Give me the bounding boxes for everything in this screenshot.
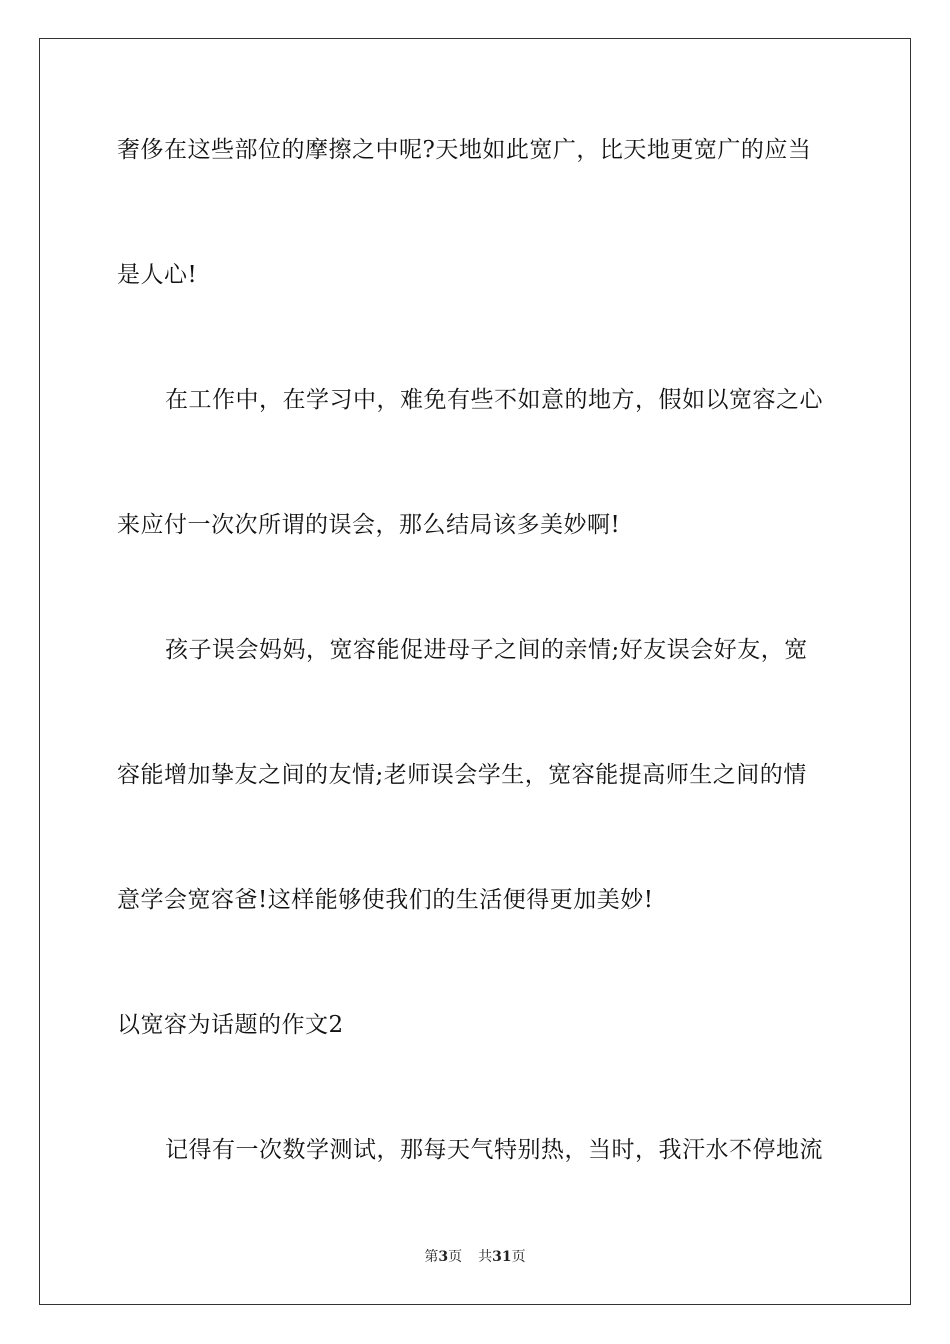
essay-title: 以宽容为话题的作文2 <box>117 1012 344 1038</box>
footer-page-suffix: 页 <box>448 1249 463 1265</box>
page-border <box>39 38 911 1305</box>
text-line-9: 记得有一次数学测试，那每天气特别热，当时，我汗水不停地流 <box>165 1137 823 1163</box>
footer-page-number: 3 <box>438 1249 449 1265</box>
footer-total-number: 31 <box>492 1249 512 1265</box>
footer-page-prefix: 第 <box>424 1249 439 1265</box>
text-line-1: 奢侈在这些部位的摩擦之中呢?天地如此宽广，比天地更宽广的应当 <box>117 137 812 163</box>
footer-total-prefix: 共 <box>478 1249 493 1265</box>
footer-total-suffix: 页 <box>511 1249 526 1265</box>
text-line-4: 来应付一次次所谓的误会，那么结局该多美妙啊! <box>117 512 621 538</box>
text-line-5: 孩子误会妈妈，宽容能促进母子之间的亲情;好友误会好友，宽 <box>165 637 808 663</box>
text-line-6: 容能增加挚友之间的友情;老师误会学生，宽容能提高师生之间的情 <box>117 762 807 788</box>
page-footer <box>0 1248 950 1266</box>
text-line-3: 在工作中，在学习中，难免有些不如意的地方，假如以宽容之心 <box>165 387 823 413</box>
text-line-2: 是人心! <box>117 262 198 288</box>
text-line-7: 意学会宽容爸!这样能够使我们的生活便得更加美妙! <box>117 887 654 913</box>
